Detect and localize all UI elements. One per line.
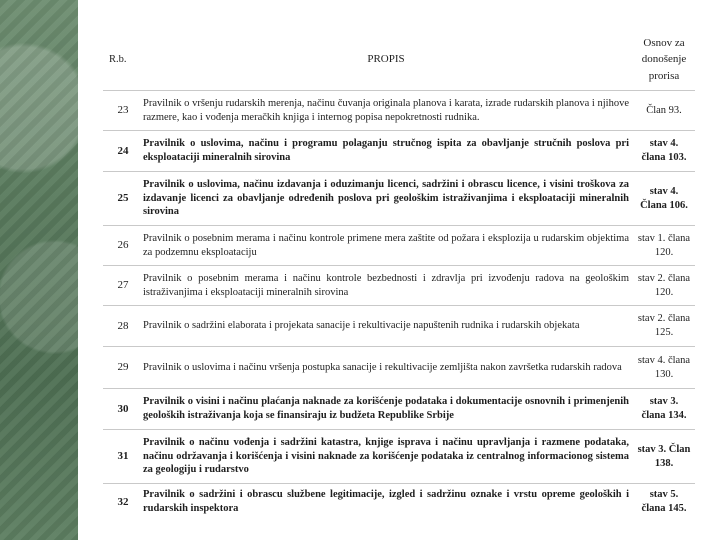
table-row [103,430,695,484]
row-basis: Član 93. [633,91,695,131]
row-regulation: Pravilnik o posebnim merama i načinu kontrole bezbednosti i zdravlja pri izvođenju radova na geološkim istraživanjima i eksploataciji mineralnih sirovina [139,266,633,306]
table-header-row [103,29,695,91]
row-regulation: Pravilnik o sadržini elaborata i projekata sanacije i rekultivacije napuštenih rudnika i rudarskih objekata [139,306,633,347]
header-rb: R.b. [103,29,139,91]
table-row [103,389,695,430]
table-row [103,484,695,520]
regulations-table [103,29,695,520]
row-basis: stav 4. Člana 106. [633,172,695,226]
row-regulation: Pravilnik o uslovima i načinu vršenja postupka sanacije i rekultivacije zemljišta nakon završetka rudarskih radova [139,347,633,389]
row-regulation: Pravilnik o posebnim merama i načinu kontrole primene mera zaštite od požara i eksplozija u rudarskim objektima za podzemnu eksploataciju [139,226,633,266]
row-regulation: Pravilnik o vršenju rudarskih merenja, načinu čuvanja originala planova i karata, izrade rudarskih planova i njihove razmere, kao i vođenja meračkih knjiga i internog popisa nepokretnosti rudnika. [139,91,633,131]
row-basis: stav 1. člana 120. [633,226,695,266]
row-regulation: Pravilnik o sadržini i obrascu službene legitimacije, izgled i sadržinu oznake i vrstu opreme geoloških i rudarskih inspektora [143,489,629,514]
header-osnov: Osnov za donošenje prorisa [633,29,695,91]
row-number: 23 [103,91,139,131]
table-row [103,91,695,131]
row-basis: stav 4. člana 103. [633,131,695,172]
table-row [103,347,695,389]
row-number: 29 [103,347,139,389]
table-row [103,131,695,172]
row-number: 28 [103,306,139,347]
row-number: 30 [103,389,139,430]
row-basis: stav 3. člana 134. [633,389,695,430]
row-basis: stav 4. člana 130. [633,347,695,389]
row-basis: stav 2. člana 120. [633,266,695,306]
row-number: 31 [103,430,139,484]
row-number: 27 [103,266,139,306]
row-basis: stav 2. člana 125. [633,306,695,347]
row-number: 26 [103,226,139,266]
table-row [103,172,695,226]
decorative-side-band [0,0,78,540]
row-regulation: Pravilnik o uslovima, načinu izdavanja i oduzimanju licenci, sadržini i obrascu licence, i visini troškova za izdavanje licenci za obavljanje određenih poslova pri geološkim istraživanjima i eksploataciji mineralnih sirovina [139,172,633,226]
table-row [103,226,695,266]
row-number: 32 [117,495,129,508]
row-basis: stav 3. Član 138. [633,430,695,484]
row-number: 25 [103,172,139,226]
row-regulation: Pravilnik o uslovima, načinu i programu polaganju stručnog ispita za obavljanje stručnih poslova pri eksploataciji mineralnih sirovina [139,131,633,172]
table-row [103,266,695,306]
row-regulation: Pravilnik o visini i načinu plaćanja naknade za korišćenje podataka i dokumentacije osnovnih i primenjenih geoloških istraživanja koja se finansiraju iz budžeta Republike Srbije [139,389,633,430]
row-regulation: Pravilnik o načinu vođenja i sadržini katastra, knjige isprava i načinu upravljanja i razmene podataka, načinu održavanja i korišćenja i visini naknade za korišćenje podataka iz centralnog informacionog sistema za geologiju i rudarstvo [139,430,633,484]
row-number: 24 [103,131,139,172]
table-row [103,306,695,347]
row-basis: stav 5. člana 145. [641,489,687,514]
header-propis: PROPIS [139,29,633,91]
